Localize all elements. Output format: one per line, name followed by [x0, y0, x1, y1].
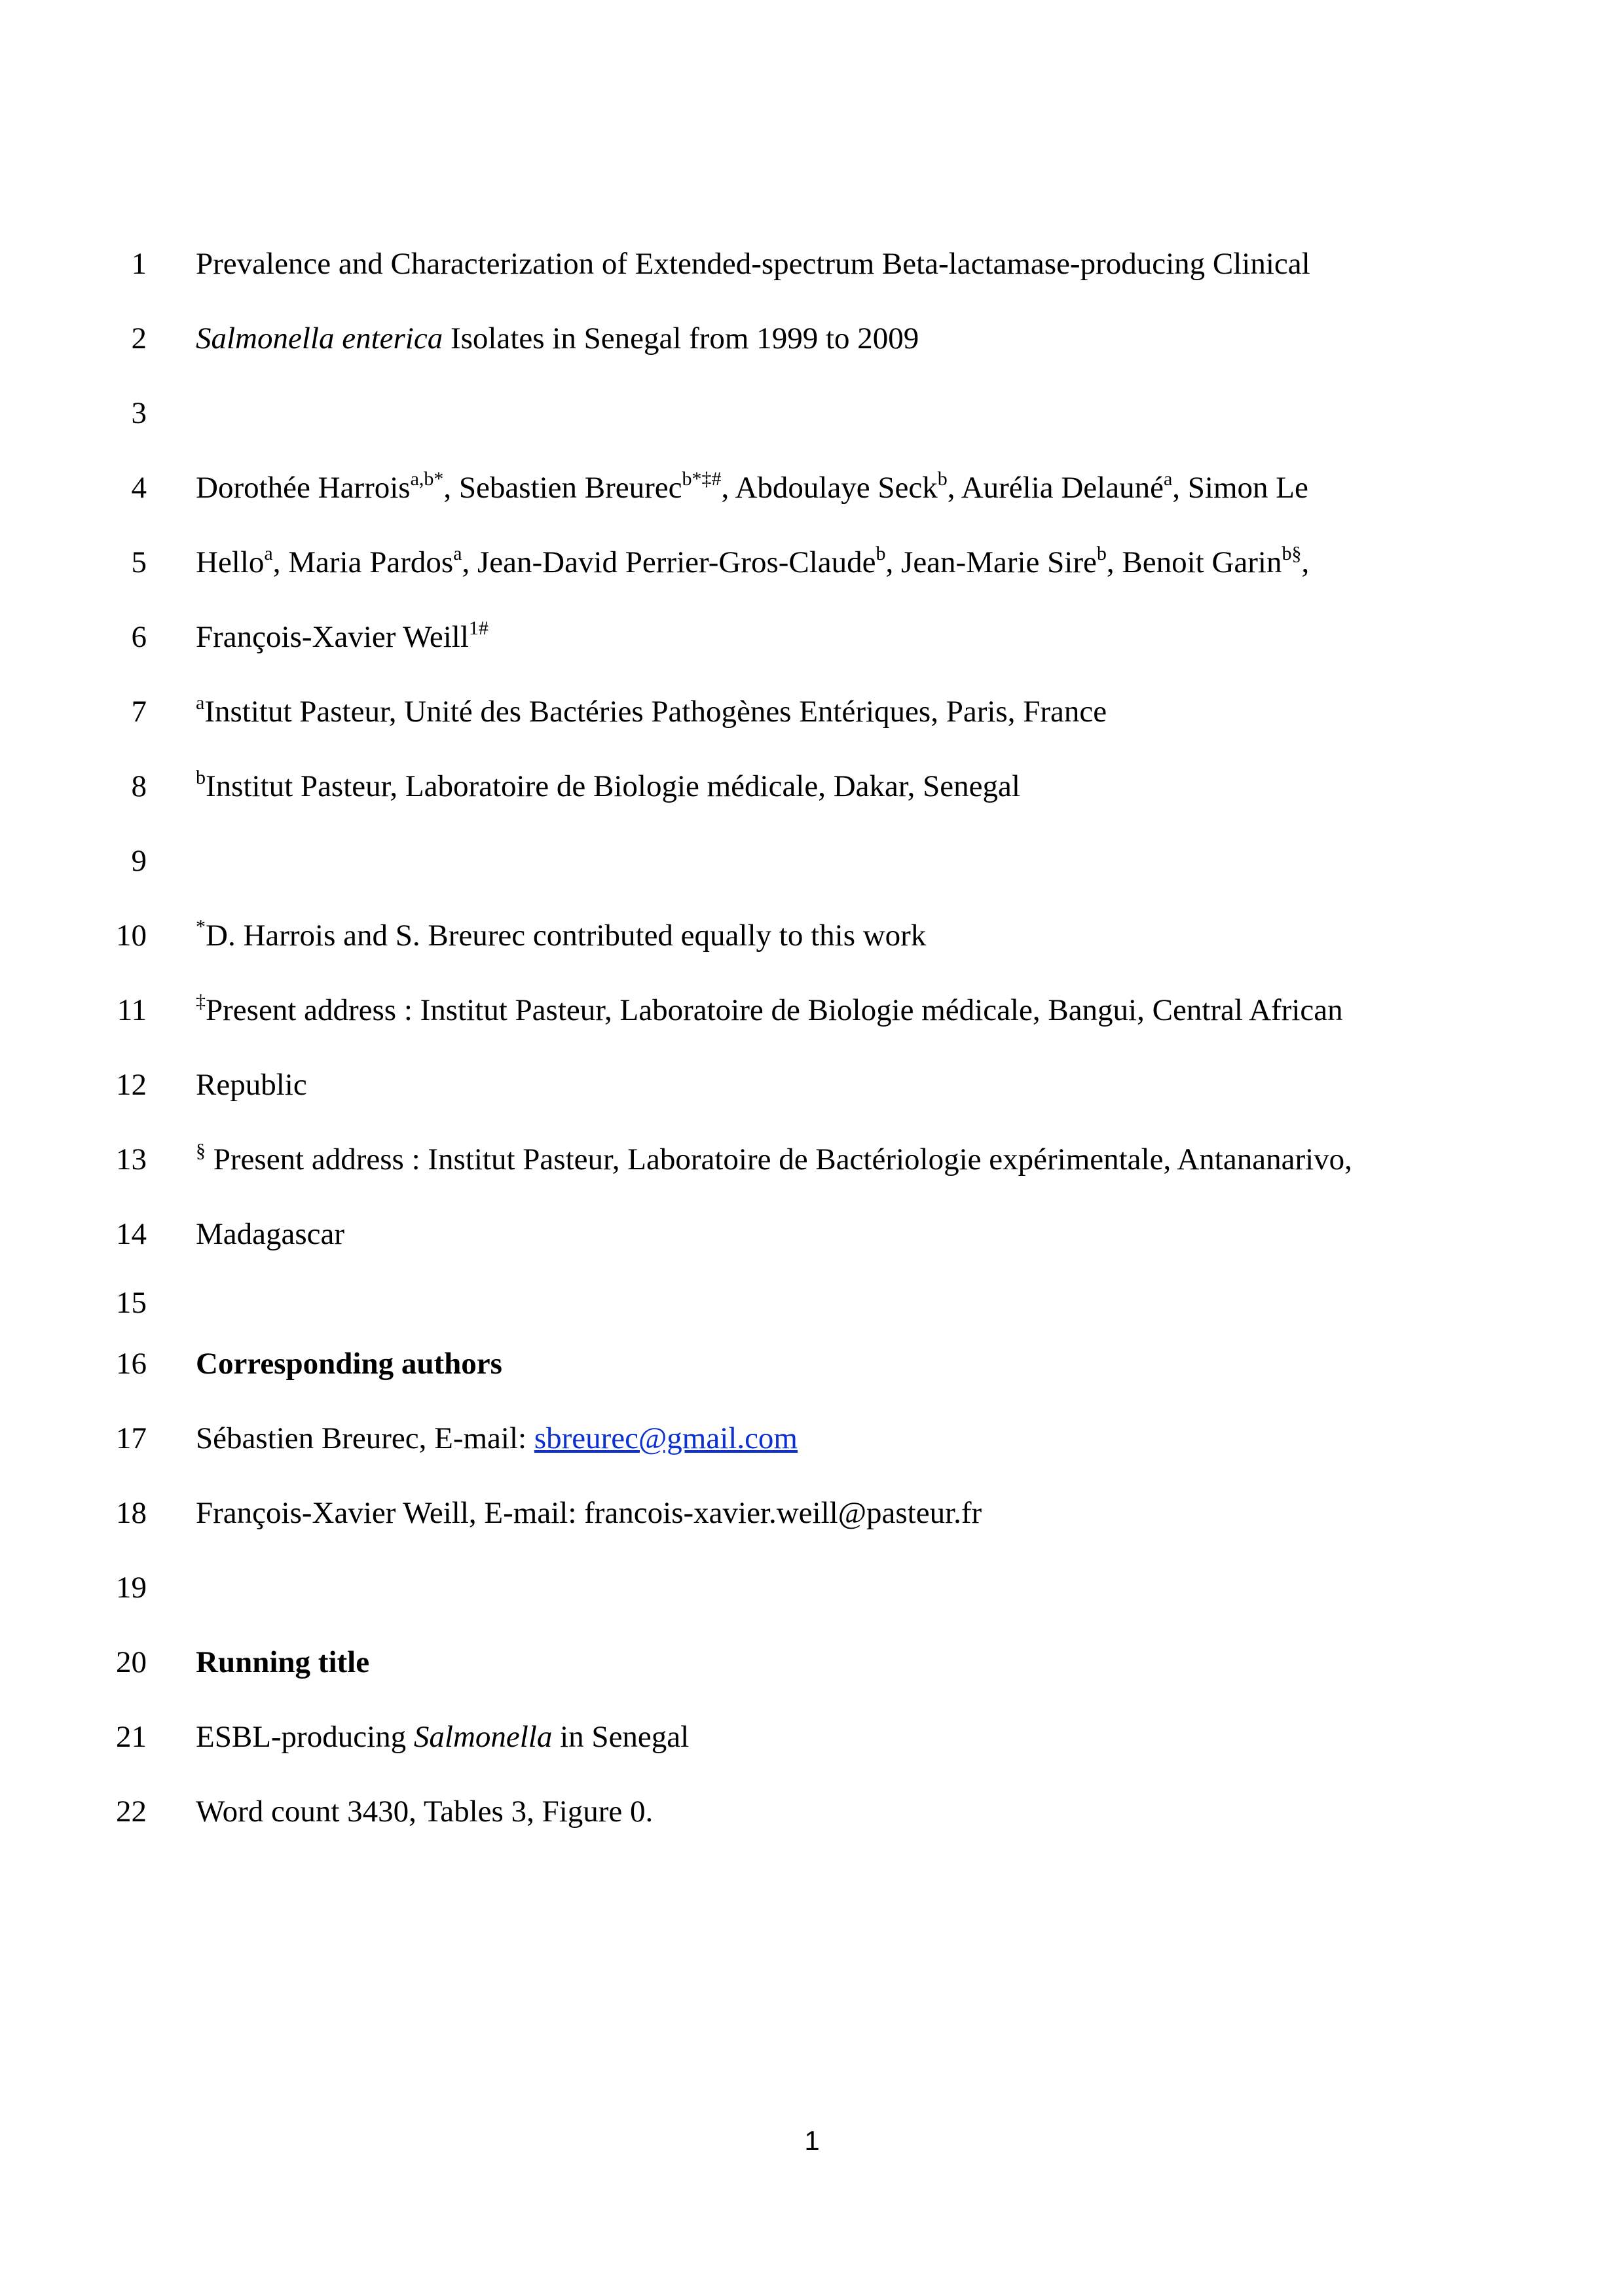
line-number: 1	[131, 247, 147, 281]
line-11	[0, 984, 1624, 1036]
species-name: Salmonella enterica	[196, 321, 443, 355]
word-count: Word count 3430, Tables 3, Figure 0.	[196, 1795, 654, 1829]
line-number: 15	[116, 1286, 147, 1320]
line-12	[0, 1059, 1624, 1111]
author-superscript: a	[453, 543, 462, 564]
line-number: 4	[131, 471, 147, 505]
author-name: Hello	[196, 545, 265, 579]
line-10	[0, 909, 1624, 962]
line-number: 22	[116, 1795, 147, 1829]
line-number: 10	[116, 919, 147, 953]
author-separator: ,	[1301, 545, 1310, 579]
affiliation-a	[196, 685, 1585, 738]
author-name: , Jean-Marie Sire	[885, 545, 1097, 579]
author-name: , Simon Le	[1172, 471, 1308, 505]
note-text: Present address : Institut Pasteur, Laboratoire de Biologie médicale, Bangui, Central African	[206, 993, 1343, 1027]
affiliation-text: Institut Pasteur, Laboratoire de Biologie médicale, Dakar, Senegal	[206, 769, 1020, 803]
contact-label: Sébastien Breurec, E-mail:	[196, 1421, 534, 1455]
line-8	[0, 760, 1624, 812]
author-list-line-2	[196, 536, 1585, 589]
author-superscript: b	[937, 468, 948, 490]
line-9	[0, 835, 1624, 887]
running-title	[196, 1711, 1585, 1763]
affiliation-text: Institut Pasteur, Unité des Bactéries Pathogènes Entériques, Paris, France	[204, 695, 1107, 729]
line-number: 5	[131, 545, 147, 579]
email-link[interactable]: sbreurec@gmail.com	[534, 1421, 798, 1455]
title-line-1: Prevalence and Characterization of Extended-spectrum Beta-lactamase-producing Clinical	[196, 247, 1310, 281]
line-5	[0, 536, 1624, 589]
line-18	[0, 1487, 1624, 1539]
author-superscript: 1#	[468, 617, 489, 639]
line-16	[0, 1338, 1624, 1390]
present-address-note-1	[196, 984, 1585, 1036]
line-number: 14	[116, 1217, 147, 1251]
line-15	[0, 1277, 1624, 1329]
note-marker: §	[196, 1140, 206, 1161]
author-superscript: b	[1096, 543, 1107, 564]
genus-name: Salmonella	[413, 1720, 553, 1754]
line-number: 3	[131, 396, 147, 430]
line-13	[0, 1133, 1624, 1186]
present-address-note-1-cont: Republic	[196, 1068, 307, 1102]
line-number: 16	[116, 1347, 147, 1381]
line-22	[0, 1785, 1624, 1838]
affiliation-b	[196, 760, 1585, 812]
note-text: Present address : Institut Pasteur, Laboratoire de Bactériologie expérimentale, Antananarivo,	[206, 1142, 1352, 1176]
running-title-prefix: ESBL-producing	[196, 1720, 414, 1754]
author-name: , Sebastien Breurec	[443, 471, 682, 505]
author-name: , Benoit Garin	[1106, 545, 1282, 579]
author-list-line-3	[196, 611, 1585, 663]
author-name: , Maria Pardos	[272, 545, 454, 579]
corresponding-heading: Corresponding authors	[196, 1347, 502, 1381]
author-list-line-1	[196, 462, 1585, 514]
running-title-heading: Running title	[196, 1645, 370, 1679]
title-line-2-rest: Isolates in Senegal from 1999 to 2009	[443, 321, 919, 355]
corresponding-author-1	[196, 1412, 1585, 1465]
author-name: Dorothée Harrois	[196, 471, 411, 505]
present-address-note-2	[196, 1133, 1585, 1186]
line-number: 2	[131, 321, 147, 355]
note-marker: ‡	[196, 991, 206, 1012]
author-superscript: b§	[1282, 543, 1302, 564]
line-20	[0, 1636, 1624, 1688]
note-text: D. Harrois and S. Breurec contributed equally to this work	[206, 919, 927, 953]
author-name: , Abdoulaye Seck	[721, 471, 938, 505]
author-name: François-Xavier Weill	[196, 620, 469, 654]
author-name: , Aurélia Delauné	[947, 471, 1164, 505]
line-number: 21	[116, 1720, 147, 1754]
corresponding-author-2: François-Xavier Weill, E-mail: francois-xavier.weill@pasteur.fr	[196, 1496, 982, 1530]
page-number: 1	[804, 2125, 820, 2156]
line-3	[0, 387, 1624, 439]
line-number: 9	[131, 844, 147, 878]
author-name: , Jean-David Perrier-Gros-Claude	[462, 545, 876, 579]
line-number: 13	[116, 1142, 147, 1176]
present-address-note-2-cont: Madagascar	[196, 1217, 345, 1251]
author-superscript: b*‡#	[682, 468, 722, 490]
line-1	[0, 238, 1624, 290]
line-7	[0, 685, 1624, 738]
line-number: 12	[116, 1068, 147, 1102]
line-number: 18	[116, 1496, 147, 1530]
line-19	[0, 1561, 1624, 1614]
line-number: 6	[131, 620, 147, 654]
author-superscript: a	[1163, 468, 1173, 490]
affiliation-marker: b	[196, 767, 206, 788]
line-number: 11	[117, 993, 147, 1027]
line-21	[0, 1711, 1624, 1763]
running-title-suffix: in Senegal	[552, 1720, 690, 1754]
line-number: 19	[116, 1571, 147, 1605]
line-number: 8	[131, 769, 147, 803]
author-superscript: a	[264, 543, 273, 564]
author-superscript: a,b*	[410, 468, 444, 490]
title-line-2	[196, 312, 1585, 365]
line-4	[0, 462, 1624, 514]
line-2	[0, 312, 1624, 365]
note-marker: *	[196, 916, 206, 938]
line-number: 7	[131, 695, 147, 729]
line-6	[0, 611, 1624, 663]
affiliation-marker: a	[196, 692, 205, 714]
equal-contribution-note	[196, 909, 1585, 962]
author-superscript: b	[876, 543, 886, 564]
line-number: 17	[116, 1421, 147, 1455]
line-14	[0, 1208, 1624, 1260]
line-17	[0, 1412, 1624, 1465]
line-number: 20	[116, 1645, 147, 1679]
